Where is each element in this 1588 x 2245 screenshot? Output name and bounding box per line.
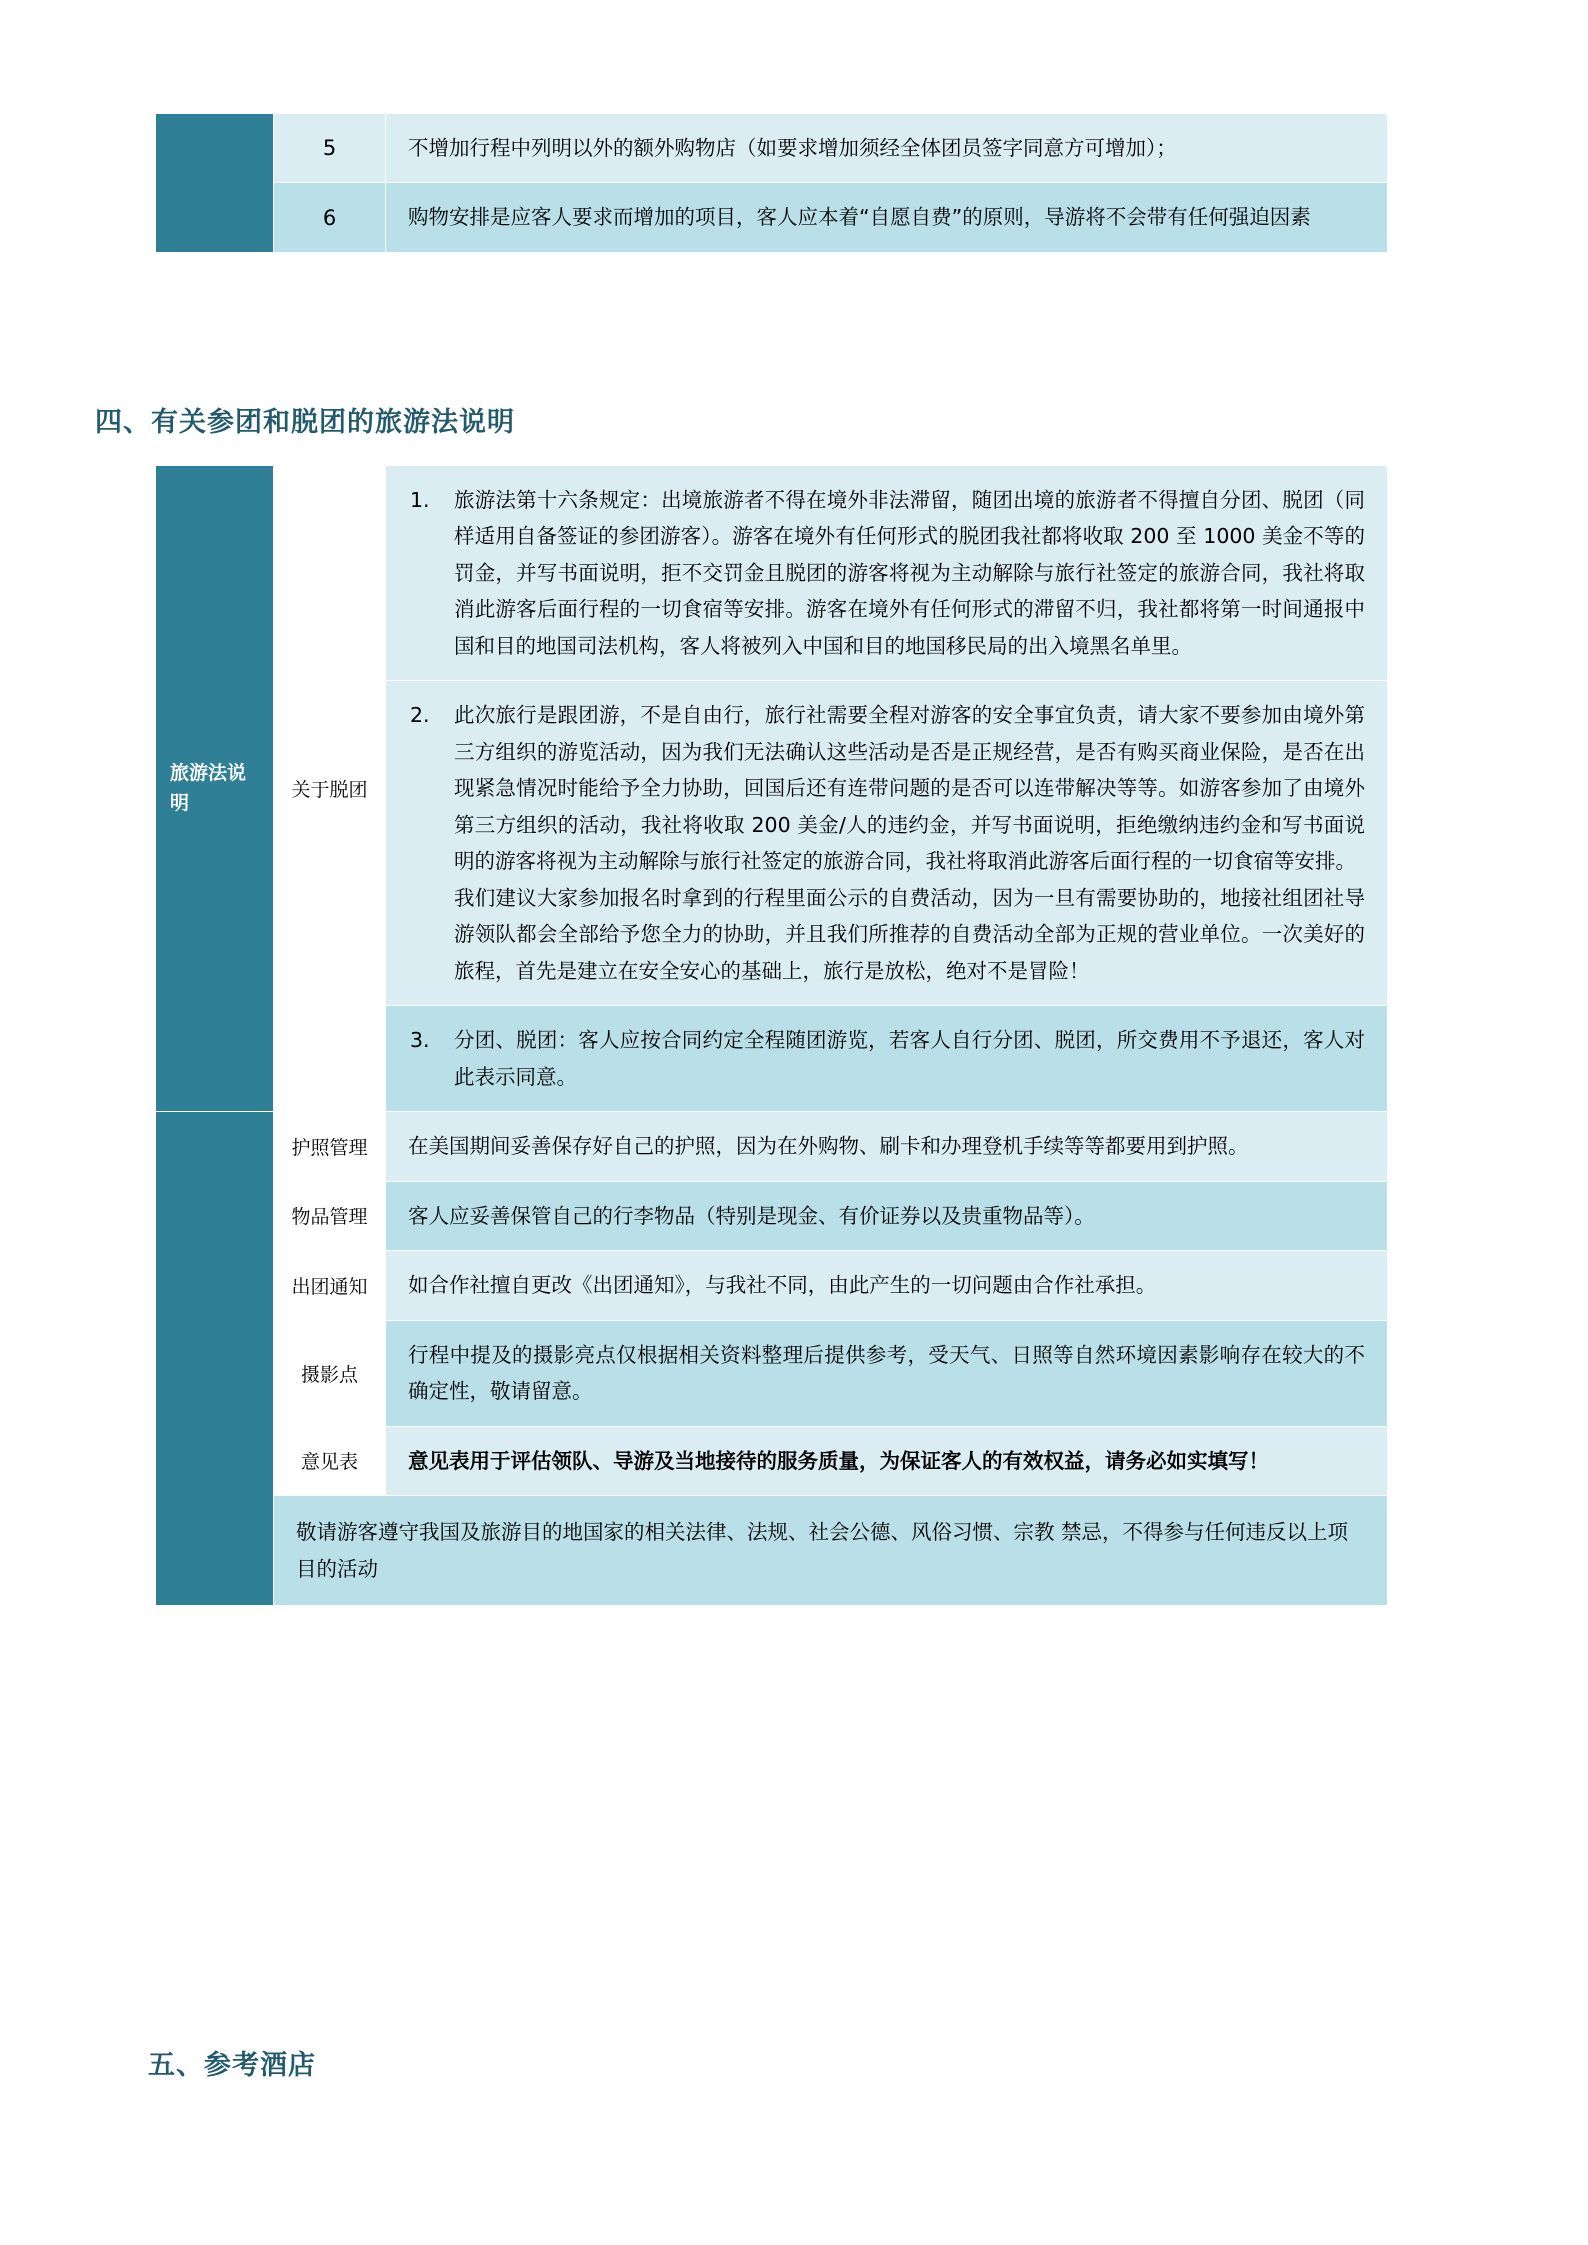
law-item-2: [386, 681, 1388, 1006]
row-number-5: 5: [274, 114, 386, 183]
row-label-photo-spot: 摄影点: [274, 1320, 386, 1426]
row-text-feedback-form: 意见表用于评估领队、导游及当地接待的服务质量，为保证客人的有效权益，请务必如实填写！: [386, 1426, 1388, 1495]
row-label-feedback-form: 意见表: [274, 1426, 386, 1495]
row-text-departure-notice: 如合作社擅自更改《出团通知》，与我社不同，由此产生的一切问题由合作社承担。: [386, 1251, 1388, 1320]
table-row-passport: [156, 1112, 1388, 1181]
row-number-6: 6: [274, 183, 386, 252]
category-cell-tourism-law: 旅游法说明: [156, 466, 274, 1112]
table-row-departure-notice: [156, 1251, 1388, 1320]
list-marker-1: 1.: [410, 488, 430, 512]
footer-note-text: 敬请游客遵守我国及旅游目的地国家的相关法律、法规、社会公德、风俗习惯、宗教 禁忌，不得参与任何违反以上项目的活动: [274, 1496, 1388, 1606]
table-row-footer-note: [156, 1496, 1388, 1606]
row-text-photo-spot: 行程中提及的摄影亮点仅根据相关资料整理后提供参考，受天气、日照等自然环境因素影响存在较大的不确定性，敬请留意。: [386, 1320, 1388, 1426]
table-row: [156, 114, 1388, 183]
row-label-about-leaving-group: 关于脱团: [274, 466, 386, 1112]
table-row-photo-spot: [156, 1320, 1388, 1426]
section-heading-four: 四、有关参团和脱团的旅游法说明: [95, 407, 515, 438]
list-text-2-paragraph-2: 我们建议大家参加报名时拿到的行程里面公示的自费活动，因为一旦有需要协助的，地接社组团社导游领队都会全部给予您全力的协助，并且我们所推荐的自费活动全部为正规的营业单位。一次美好的旅程，首先是建立在安全安心的基础上，旅行是放松，绝对不是冒险！: [454, 885, 1365, 983]
section-heading-five: 五、参考酒店: [148, 2050, 316, 2081]
row-text-belongings: 客人应妥善保管自己的行李物品（特别是现金、有价证券以及贵重物品等）。: [386, 1181, 1388, 1250]
category-cell-continuation: [156, 1112, 274, 1606]
list-marker-3: 3.: [410, 1028, 430, 1053]
law-item-3: [386, 1006, 1388, 1112]
category-cell-blank: [156, 114, 274, 253]
list-text-1: 旅游法第十六条规定：出境旅游者不得在境外非法滞留，随团出境的旅游者不得擅自分团、脱团（同样适用自备签证的参团游客）。游客在境外有任何形式的脱团我社都将收取 200 至 1000 美金不等的罚金，并写书面说明，拒不交罚金且脱团的游客将视为主动解除与旅行社签定的旅游合同，我社将取消此游客后面行程的一切食宿等安排。游客在境外有任何形式的滞留不归，我社都将第一时间通报中国和目的地国司法机构，客人将被列入中国和目的地国移民局的出入境黑名单里。: [454, 488, 1365, 658]
row-label-departure-notice: 出团通知: [274, 1251, 386, 1320]
table-row: [156, 183, 1388, 252]
table-row-tuotuan-1: [156, 466, 1388, 681]
row-label-passport: 护照管理: [274, 1112, 386, 1181]
table-row-belongings: [156, 1181, 1388, 1250]
law-item-1: [386, 466, 1388, 681]
row-text-passport: 在美国期间妥善保存好自己的护照，因为在外购物、刷卡和办理登机手续等等都要用到护照。: [386, 1112, 1388, 1181]
row-text-6: 购物安排是应客人要求而增加的项目，客人应本着“自愿自费”的原则，导游将不会带有任何强迫因素: [386, 183, 1388, 252]
list-text-2: 此次旅行是跟团游，不是自由行，旅行社需要全程对游客的安全事宜负责，请大家不要参加由境外第三方组织的游览活动，因为我们无法确认这些活动是否是正规经营，是否有购买商业保险，是否在出现紧急情况时能给予全力协助，回国后还有连带问题的是否可以连带解决等等。如游客参加了由境外第三方组织的活动，我社将收取 200 美金/人的违约金，并写书面说明，拒绝缴纳违约金和写书面说明的游客将视为主动解除与旅行社签定的旅游合同，我社将取消此游客后面行程的一切食宿等安排。: [454, 703, 1365, 874]
shopping-terms-table: [155, 113, 1388, 253]
tourism-law-table: [155, 465, 1388, 1606]
row-text-5: 不增加行程中列明以外的额外购物店（如要求增加须经全体团员签字同意方可增加）；: [386, 114, 1388, 183]
table-row-feedback-form: [156, 1426, 1388, 1495]
list-text-3: 分团、脱团：客人应按合同约定全程随团游览，若客人自行分团、脱团，所交费用不予退还，客人对此表示同意。: [454, 1028, 1365, 1089]
list-marker-2: 2.: [410, 703, 430, 728]
row-label-belongings: 物品管理: [274, 1181, 386, 1250]
